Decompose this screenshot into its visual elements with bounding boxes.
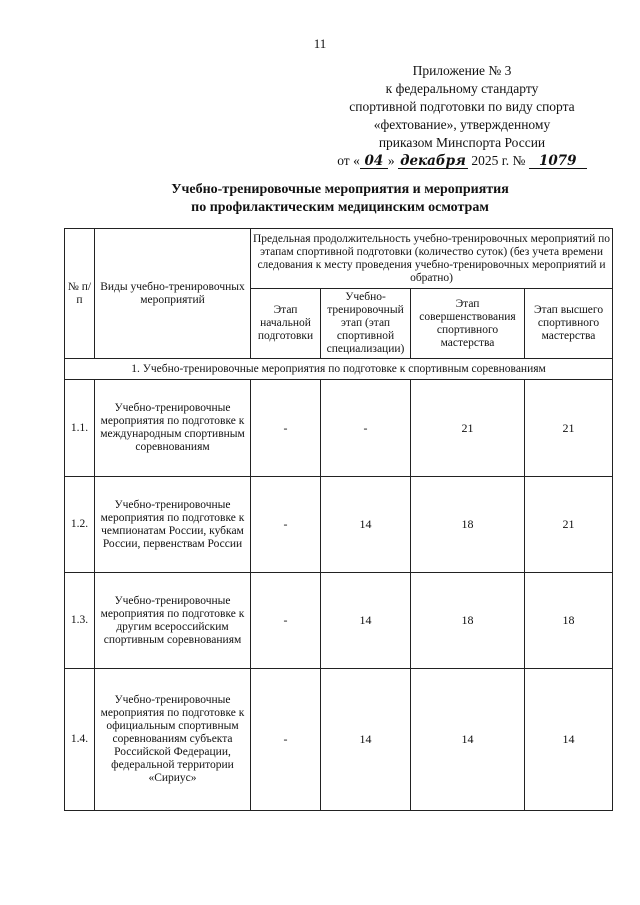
row-num: 1.2. (65, 477, 95, 573)
section-title: 1. Учебно-тренировочные мероприятия по подготовке к спортивным соревнованиям (65, 359, 613, 380)
header-stage-4: Этап высшего спортивного мастерства (525, 289, 613, 359)
row-value: 18 (411, 573, 525, 669)
header-stage-1: Этап начальной подготовки (251, 289, 321, 359)
row-value: - (321, 380, 411, 477)
row-value: 21 (525, 477, 613, 573)
row-value: - (251, 477, 321, 573)
appendix-line-4: «фехтование», утвержденному (373, 117, 551, 132)
date-year: 2025 г. № (471, 153, 526, 168)
row-num: 1.4. (65, 669, 95, 811)
row-num: 1.1. (65, 380, 95, 477)
section-row (65, 359, 613, 380)
title-line-2: по профилактическим медицинским осмотрам (191, 200, 489, 215)
row-value: 14 (321, 573, 411, 669)
appendix-line-5: приказом Минспорта России (378, 135, 546, 150)
row-name: Учебно-тренировочные мероприятия по подготовке к другим всероссийским спортивным соревнованиям (95, 573, 251, 669)
header-duration: Предельная продолжительность учебно-тренировочных мероприятий по этапам спортивной подготовки (количество суток) (без учета времени следования к месту проведения учебно-тренировочных мероприятий и обратно) (251, 229, 613, 289)
header-num: № п/п (65, 229, 95, 359)
date-day: 04 (360, 154, 388, 169)
appendix-date-line (312, 152, 612, 170)
order-number: 1079 (529, 154, 587, 169)
row-value: - (251, 380, 321, 477)
row-value: 18 (411, 477, 525, 573)
row-value: 21 (525, 380, 613, 477)
header-stage-3: Этап совершенствования спортивного мастерства (411, 289, 525, 359)
row-name: Учебно-тренировочные мероприятия по подготовке к официальным спортивным соревнованиям субъекта Российской Федерации, федеральной территории «Сириус» (95, 669, 251, 811)
appendix-line-1: Приложение № 3 (412, 63, 512, 78)
title-line-1: Учебно-тренировочные мероприятия и мероприятия (171, 182, 509, 197)
row-value: - (251, 573, 321, 669)
row-value: 18 (525, 573, 613, 669)
header-kinds: Виды учебно-тренировочных мероприятий (95, 229, 251, 359)
table-row (65, 380, 613, 477)
row-value: 14 (411, 669, 525, 811)
table-row (65, 573, 613, 669)
appendix-header (312, 62, 612, 170)
date-prefix: от « (337, 153, 360, 168)
row-value: 21 (411, 380, 525, 477)
row-num: 1.3. (65, 573, 95, 669)
row-value: 14 (321, 477, 411, 573)
page-number: 11 (313, 36, 327, 51)
appendix-line-2: к федеральному стандарту (385, 81, 539, 96)
document-title (0, 181, 640, 217)
row-value: 14 (525, 669, 613, 811)
header-stage-2: Учебно-тренировочный этап (этап спортивной специализации) (321, 289, 411, 359)
table-row (65, 477, 613, 573)
table-row (65, 669, 613, 811)
row-name: Учебно-тренировочные мероприятия по подготовке к чемпионатам России, кубкам России, первенствам России (95, 477, 251, 573)
table-header-row (65, 229, 613, 289)
date-mid: » (387, 153, 395, 168)
row-value: - (251, 669, 321, 811)
appendix-line-3: спортивной подготовки по виду спорта (349, 99, 575, 114)
row-value: 14 (321, 669, 411, 811)
date-month: декабря (398, 154, 468, 169)
row-name: Учебно-тренировочные мероприятия по подготовке к международным спортивным соревнованиям (95, 380, 251, 477)
events-table (64, 228, 613, 811)
